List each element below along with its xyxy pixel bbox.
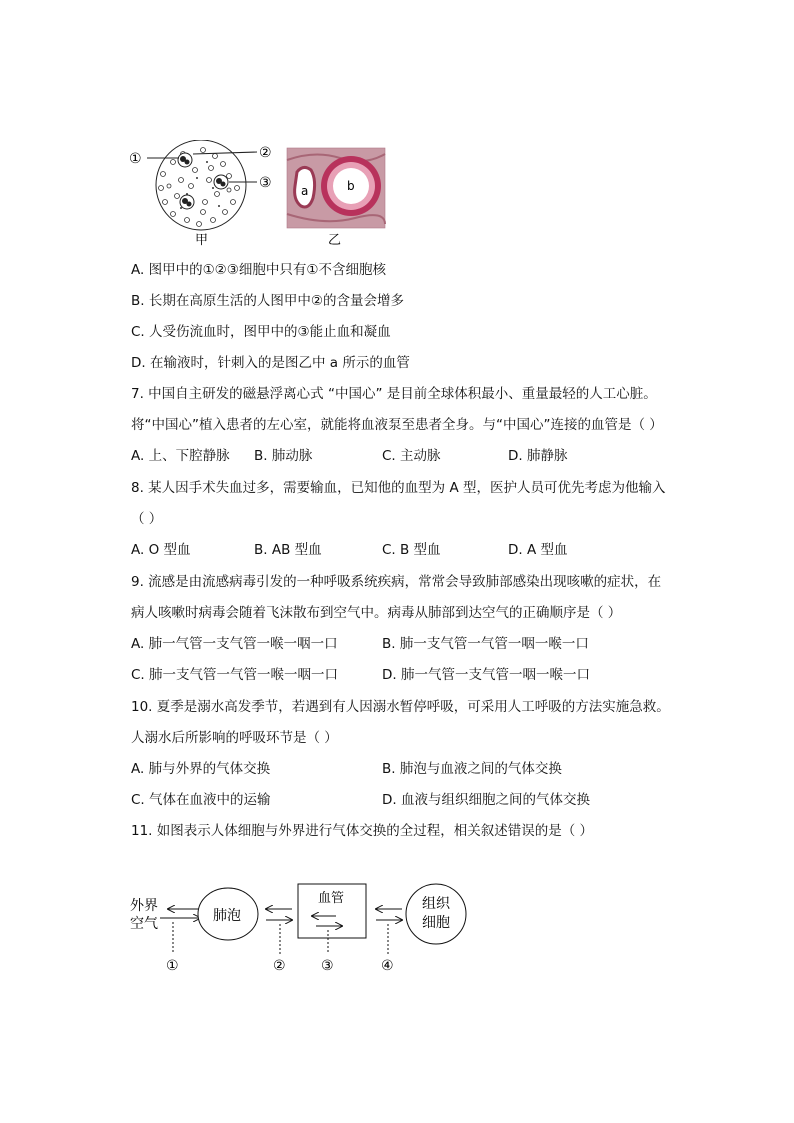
q8-option-c: C. B 型血 xyxy=(382,542,441,558)
tissue-label-1: 组织 xyxy=(422,896,450,912)
tissue-label-2: 细胞 xyxy=(422,915,450,931)
q10-stem-2: 人溺水后所影响的呼吸环节是（ ） xyxy=(131,730,338,746)
marker-1: ① xyxy=(129,151,142,167)
vessel-micrograph xyxy=(287,148,385,248)
q8-option-a: A. O 型血 xyxy=(131,542,191,558)
marker-n2: ② xyxy=(273,958,286,974)
q9-stem-2: 病人咳嗽时病毒会随着飞沫散布到空气中。病毒从肺部到达空气的正确顺序是（ ） xyxy=(131,605,622,621)
q7-option-c: C. 主动脉 xyxy=(382,448,441,464)
q7-stem-1: 7. 中国自主研发的磁悬浮离心式 “中国心” 是目前全球体积最小、重量最轻的人工心脏。 xyxy=(131,386,657,402)
label-b: b xyxy=(347,179,355,193)
marker-n3: ③ xyxy=(321,958,334,974)
caption-jia: 甲 xyxy=(195,233,209,248)
q6-option-d: D. 在输液时，针刺入的是图乙中 a 所示的血管 xyxy=(131,355,410,371)
q8-option-b: B. AB 型血 xyxy=(254,542,322,558)
marker-3: ③ xyxy=(259,175,272,191)
q7-option-d: D. 肺静脉 xyxy=(508,448,568,464)
q8-stem-1: 8. 某人因手术失血过多，需要输血，已知他的血型为 A 型，医护人员可优先考虑为他输入 xyxy=(131,480,666,496)
q10-option-d: D. 血液与组织细胞之间的气体交换 xyxy=(382,792,590,808)
gas-exchange-figure xyxy=(120,876,480,976)
caption-yi: 乙 xyxy=(328,233,342,248)
outside-air-label-1: 外界 xyxy=(130,898,158,914)
q7-option-b: B. 肺动脉 xyxy=(254,448,313,464)
q6-option-c: C. 人受伤流血时，图甲中的③能止血和凝血 xyxy=(131,324,391,340)
blood-smear-diagram xyxy=(129,140,272,248)
q6-option-b: B. 长期在高原生活的人图甲中②的含量会增多 xyxy=(131,293,404,309)
q11-stem-1: 11. 如图表示人体细胞与外界进行气体交换的全过程，相关叙述错误的是（ ） xyxy=(131,823,594,839)
q8-stem-2: （ ） xyxy=(131,511,163,527)
outside-air-label-2: 空气 xyxy=(130,916,158,932)
marker-n1: ① xyxy=(166,958,179,974)
q6-option-a: A. 图甲中的①②③细胞中只有①不含细胞核 xyxy=(131,262,386,278)
q10-stem-1: 10. 夏季是溺水高发季节，若遇到有人因溺水暂停呼吸，可采用人工呼吸的方法实施急救。 xyxy=(131,699,670,715)
q7-stem-2: 将“中国心”植入患者的左心室，就能将血液泵至患者全身。与“中国心”连接的血管是（ ） xyxy=(131,417,663,433)
marker-2: ② xyxy=(259,145,272,161)
vessel-label: 血管 xyxy=(318,891,345,906)
marker-n4: ④ xyxy=(381,958,394,974)
q9-option-b: B. 肺一支气管一气管一咽一喉一口 xyxy=(382,636,589,652)
tissue-cell-shape xyxy=(406,884,466,944)
q8-option-d: D. A 型血 xyxy=(508,542,568,558)
q9-option-c: C. 肺一支气管一气管一喉一咽一口 xyxy=(131,667,339,683)
q9-option-a: A. 肺一气管一支气管一喉一咽一口 xyxy=(131,636,338,652)
q10-option-c: C. 气体在血液中的运输 xyxy=(131,792,271,808)
q7-option-a: A. 上、下腔静脉 xyxy=(131,448,230,464)
q9-option-d: D. 肺一气管一支气管一咽一喉一口 xyxy=(382,667,590,683)
blood-figure-svg xyxy=(125,140,395,250)
alveoli-label: 肺泡 xyxy=(213,908,241,924)
q9-stem-1: 9. 流感是由流感病毒引发的一种呼吸系统疾病，常常会导致肺部感染出现咳嗽的症状，在 xyxy=(131,574,662,590)
gas-exchange-svg xyxy=(120,876,480,976)
q10-option-b: B. 肺泡与血液之间的气体交换 xyxy=(382,761,562,777)
q10-option-a: A. 肺与外界的气体交换 xyxy=(131,761,271,777)
blood-figure xyxy=(125,140,395,250)
label-a: a xyxy=(301,184,309,198)
